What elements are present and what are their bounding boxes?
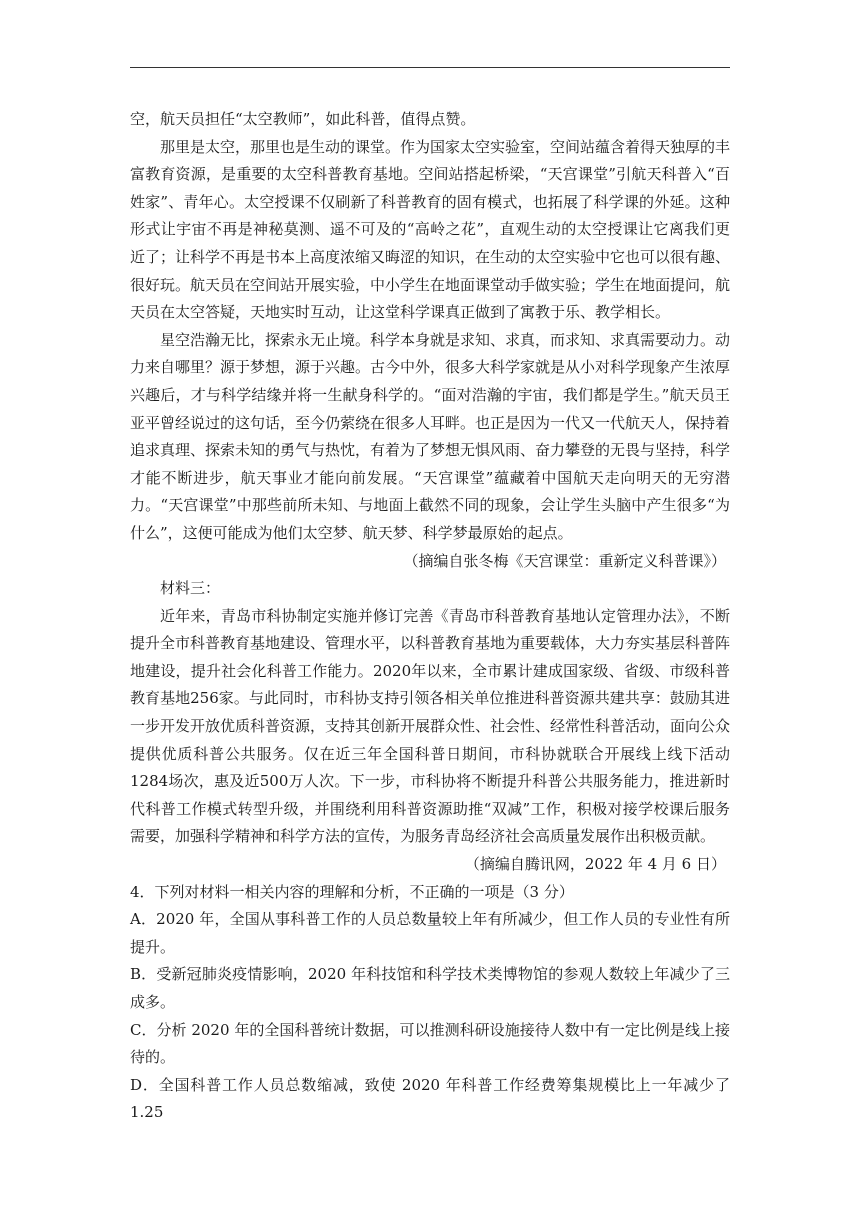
header-rule: [130, 67, 730, 68]
paragraph-continuation: 空，航天员担任“太空教师”，如此科普，值得点赞。: [130, 110, 476, 128]
paragraph-qingdao: 近年来，青岛市科协制定实施并修订完善《青岛市科普教育基地认定管理办法》，不断提升全市科普教育基地建设、管理水平，以科普教育基地为重要载体，大力夯实基层科普阵地建设，提升社会化科普工作能力。2020年以来，全市累计建成国家级、省级、市级科普教育基地256家。与此同时，市科协支持引领各相关单位推进科普资源共建共享：鼓励其进一步开发开放优质科普资源，支持其创新开展群众性、社会性、经常性科普活动，面向公众提供优质科普公共服务。仅在近三年全国科普日期间，市科协就联合开展线上线下活动1284场次，惠及近500万人次。下一步，市科协将不断提升科普公共服务能力，推进新时代科普工作模式转型升级，并围绕利用科普资源助推“双减”工作，积极对接学校课后服务需要，加强科学精神和科学方法的宣传，为服务青岛经济社会高质量发展作出积极贡献。: [130, 606, 731, 846]
paragraph-space-classroom: 那里是太空，那里也是生动的课堂。作为国家太空实验室，空间站蕴含着得天独厚的丰富教育资源，是重要的太空科普教育基地。空间站搭起桥梁，“天宫课堂”引航天科普入“百姓家”、青年心。太空授课不仅刷新了科普教育的固有模式，也拓展了科学课的外延。这种形式让宇宙不再是神秘莫测、遥不可及的“高岭之花”，直观生动的太空授课让它离我们更近了；让科学不再是书本上高度浓缩又晦涩的知识，在生动的太空实验中它也可以很有趣、很好玩。航天员在空间站开展实验，中小学生在地面课堂动手做实验；学生在地面提问，航天员在太空答疑，天地实时互动，让这堂科学课真正做到了寓教于乐、教学相长。: [130, 137, 731, 322]
document-body: [130, 106, 730, 1127]
question-4-stem: 4．下列对材料一相关内容的理解和分析，不正确的一项是（3 分）: [130, 882, 574, 901]
question-4-option-d: D．全国科普工作人员总数缩减，致使 2020 年科普工作经费筹集规模比上一年减少了 1.25: [130, 1075, 730, 1122]
paragraph-starry-sky: 星空浩瀚无比，探索永无止境。科学本身就是求知、求真，而求知、求真需要动力。动力来自哪里？源于梦想，源于兴趣。古今中外，很多大科学家就是从小对科学现象产生浓厚兴趣后，才与科学结缘并将一生献身科学的。“面对浩瀚的宇宙，我们都是学生。”航天员王亚平曾经说过的这句话，至今仍萦绕在很多人耳畔。也正是因为一代又一代航天人，保持着追求真理、探索未知的勇气与热忱，有着为了梦想无惧风雨、奋力攀登的无畏与坚持，科学才能不断进步，航天事业才能向前发展。“天宫课堂”蕴藏着中国航天走向明天的无穷潜力。“天宫课堂”中那些前所未知、与地面上截然不同的现象，会让学生头脑中产生很多“为什么”，这便可能成为他们太空梦、航天梦、科学梦最原始的起点。: [130, 330, 731, 542]
source-citation-material-2: （摘编自张冬梅《天宫课堂：重新定义科普课》）: [403, 551, 726, 570]
question-4-option-c: C．分析 2020 年的全国科普统计数据，可以推测科研设施接待人数中有一定比例是线上接待的。: [130, 1020, 730, 1067]
material-3-label: 材料三：: [160, 579, 221, 598]
question-4-option-a: A．2020 年，全国从事科普工作的人员总数量较上年有所减少，但工作人员的专业性有所提升。: [130, 910, 730, 956]
source-citation-material-3: （摘编自腾讯网，2022 年 4 月 6 日）: [464, 855, 726, 874]
question-4-option-b: B．受新冠肺炎疫情影响，2020 年科技馆和科学技术类博物馆的参观人数较上年减少了三成多。: [130, 965, 730, 1011]
